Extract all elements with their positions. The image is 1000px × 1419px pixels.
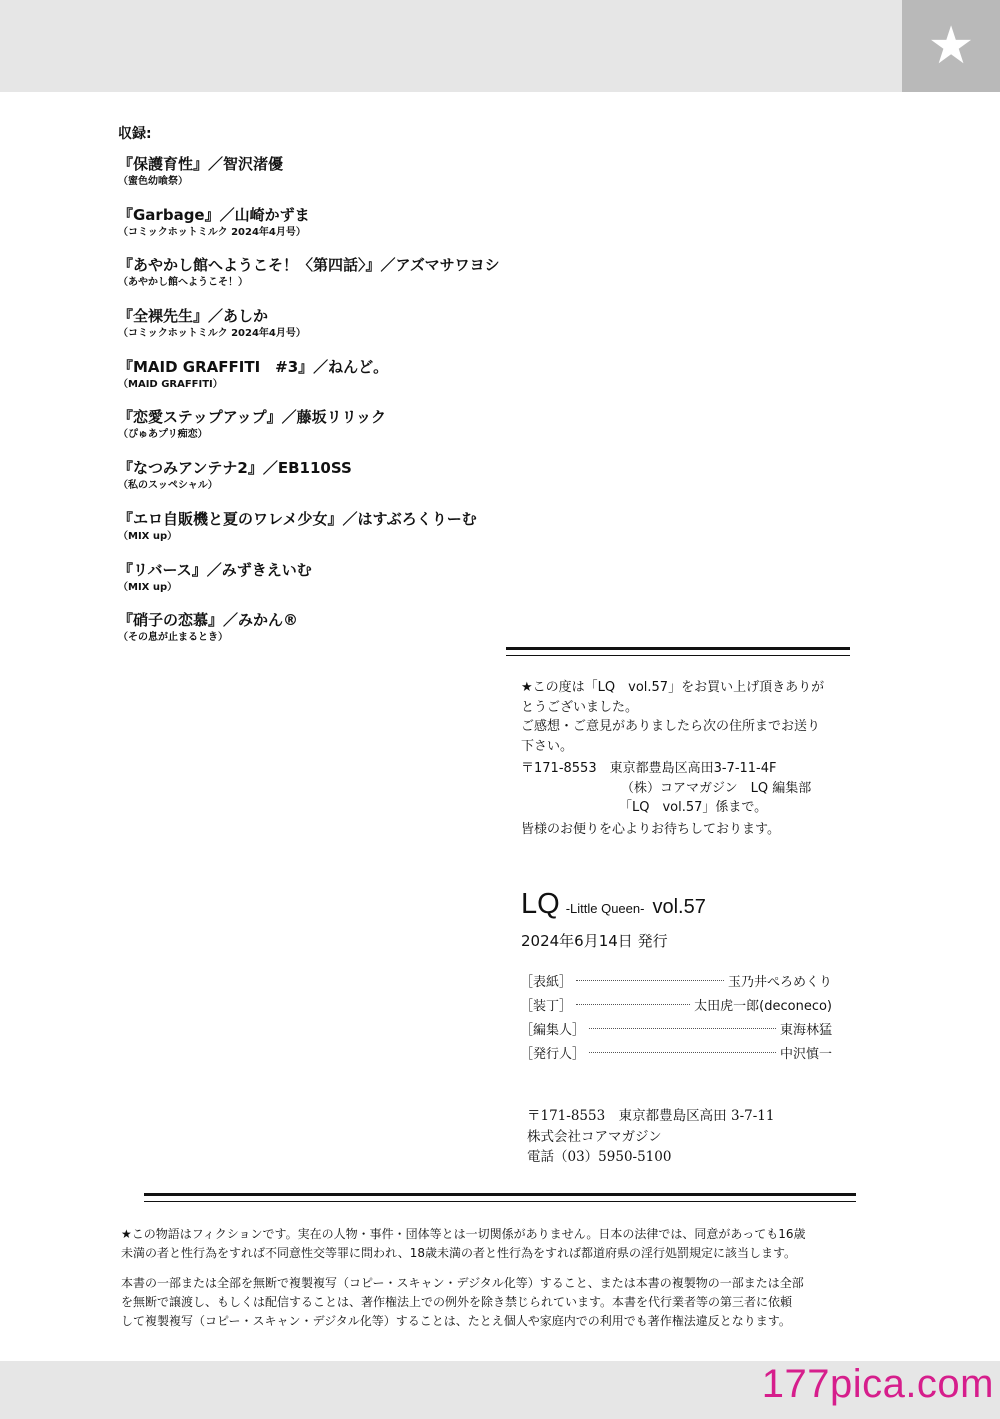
issue-date: 2024年6月14日 発行	[521, 932, 668, 950]
credits-list	[520, 971, 832, 1067]
story-source: （コミックホットミルク 2024年4月号）	[118, 328, 306, 340]
credit-name: 中沢慎一	[779, 1047, 832, 1062]
story-source: （その息が止まるとき）	[118, 632, 228, 644]
contents-list	[118, 123, 518, 660]
mail-address	[521, 759, 851, 818]
credit-role: ［発行人］	[520, 1047, 586, 1062]
credit-role: ［装丁］	[520, 999, 573, 1014]
leader-dots	[576, 980, 724, 981]
address-line: （株）コアマガジン LQ 編集部	[621, 780, 812, 796]
divider	[144, 1201, 856, 1202]
list-item	[118, 559, 518, 610]
story-source: （ぴゅあプリ痴恋）	[118, 429, 208, 441]
story-title: 『保護育性』／智沢渚優	[118, 155, 284, 173]
credit-role: ［表紙］	[520, 975, 573, 990]
closing-line: 皆様のお便りを心よりお待ちしております。	[521, 821, 780, 837]
story-title: 『リバース』／みずきえいむ	[118, 560, 312, 579]
site-watermark: 177pica.com	[761, 1362, 994, 1406]
copyright-notice-line: して複製複写（コピー・スキャン・デジタル化等）することは、たとえ個人や家庭内での利用でも著作権法違反となります。	[121, 1314, 791, 1328]
leader-dots	[589, 1028, 776, 1029]
publisher-company: 株式会社コアマガジン	[527, 1128, 662, 1145]
story-title: 『なつみアンテナ2』／EB110SS	[118, 459, 352, 478]
magazine-title	[521, 888, 706, 921]
story-source: （私のスッペシャル）	[118, 480, 218, 492]
legal-disclaimer	[121, 1225, 881, 1331]
story-source: （蜜色幼喰祭）	[118, 176, 188, 187]
star-icon: ★	[902, 0, 1000, 92]
credit-row	[520, 995, 832, 1019]
credit-name: 太田虎一郎(deconeco)	[694, 999, 832, 1014]
address-line: 〒171-8553 東京都豊島区高田3-7-11-4F	[521, 761, 777, 776]
address-line: 「LQ vol.57」係まで。	[619, 800, 768, 815]
divider	[506, 647, 850, 650]
copyright-notice-line: 本書の一部または全部を無断で複製複写（コピー・スキャン・デジタル化等）すること、または本書の複製物の一部または全部	[121, 1276, 804, 1290]
brand-name: LQ	[521, 888, 560, 920]
divider	[144, 1193, 856, 1196]
publisher-info	[527, 1106, 774, 1168]
top-banner	[0, 0, 902, 92]
copyright-notice-line: を無断で譲渡し、もしくは配信することは、著作権法上での例外を除き禁じられています。本書を代行業者等の第三者に依頼	[121, 1295, 793, 1309]
list-item	[118, 457, 518, 508]
list-item	[118, 406, 518, 457]
list-item	[118, 356, 518, 407]
credit-row	[520, 971, 832, 995]
list-item	[118, 609, 518, 660]
list-item	[118, 305, 518, 356]
leader-dots	[576, 1004, 690, 1005]
story-title: 『エロ自販機と夏のワレメ少女』／はすぶろくりーむ	[118, 509, 477, 528]
story-source: （MAID GRAFFITI）	[118, 378, 223, 390]
list-item	[118, 204, 518, 255]
story-title: 『あやかし館へようこそ！〈第四話〉』／アズマサワヨシ	[118, 256, 500, 275]
credit-row	[520, 1019, 832, 1043]
story-source: （あやかし館へようこそ！）	[118, 277, 248, 289]
credit-name: 玉乃井ぺろめくり	[727, 975, 832, 990]
story-title: 『Garbage』／山崎かずま	[118, 205, 310, 224]
fiction-notice-line: 未満の者と性行為をすれば不同意性交等罪に問われ、18歳未満の者と性行為をすれば都道府県の淫行処罰規定に該当します。	[121, 1246, 797, 1260]
brand-subtitle: -Little Queen-	[565, 901, 645, 916]
thanks-line: ★この度は「LQ vol.57」をお買い上げ頂きありが	[521, 680, 825, 695]
volume-number: vol.57	[652, 896, 706, 918]
request-line: ご感想・ご意見がありましたら次の住所までお送り	[521, 719, 821, 734]
list-item	[118, 508, 518, 559]
story-source: （MIX up）	[118, 530, 178, 542]
publisher-address: 〒171‑8553 東京都豊島区高田 3-7-11	[527, 1108, 775, 1124]
request-line: 下さい。	[521, 738, 574, 754]
publisher-phone: 電話（03）5950-5100	[527, 1149, 672, 1165]
story-title: 『MAID GRAFFITI #3』／ねんど。	[118, 357, 389, 376]
story-title: 『硝子の恋慕』／みかん®	[118, 611, 299, 630]
contents-heading: 収録:	[118, 126, 152, 142]
thanks-line: とうございました。	[521, 699, 639, 715]
story-source: （MIX up）	[118, 581, 178, 593]
list-item	[118, 254, 518, 305]
story-title: 『恋愛ステップアップ』／藤坂リリック	[118, 408, 387, 427]
credit-role: ［編集人］	[520, 1023, 586, 1038]
reader-message	[521, 678, 851, 839]
credit-row	[520, 1043, 832, 1067]
leader-dots	[589, 1052, 776, 1053]
story-source: （コミックホットミルク 2024年4月号）	[118, 226, 306, 238]
fiction-notice-line: ★この物語はフィクションです。実在の人物・事件・団体等とは一切関係がありません。日本の法律では、同意があっても16歳	[121, 1227, 806, 1241]
credit-name: 東海林猛	[779, 1023, 832, 1038]
divider	[506, 655, 850, 656]
story-title: 『全裸先生』／あしか	[118, 307, 269, 326]
list-item	[118, 153, 518, 204]
